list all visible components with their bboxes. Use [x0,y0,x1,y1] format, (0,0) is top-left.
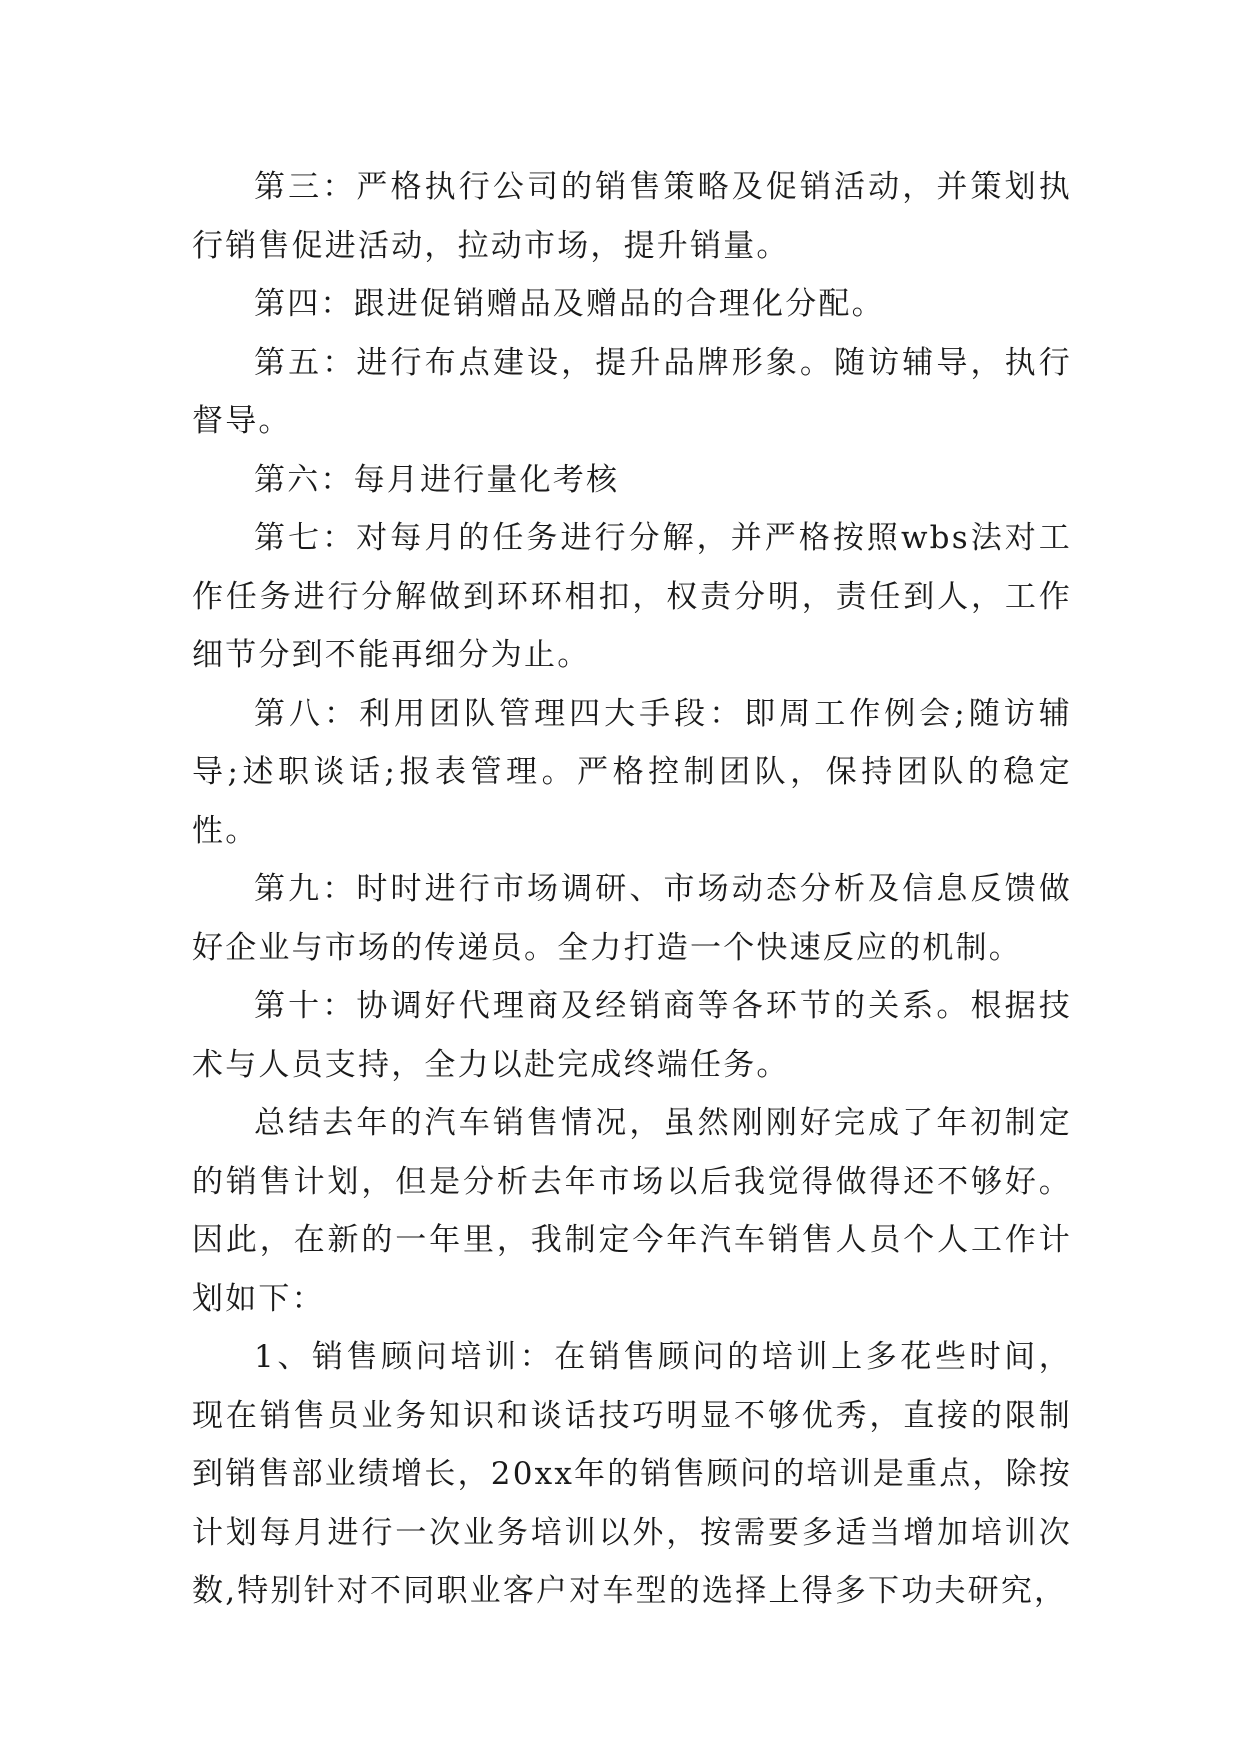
document-body [192,158,1072,1621]
paragraph-item-9: 第九：时时进行市场调研、市场动态分析及信息反馈做好企业与市场的传递员。全力打造一个快速反应的机制。 [192,871,1072,966]
paragraph-item-6: 第六：每月进行量化考核 [254,461,620,498]
paragraph-item-8: 第八：利用团队管理四大手段：即周工作例会;随访辅导;述职谈话;报表管理。严格控制团队，保持团队的稳定性。 [192,695,1072,849]
paragraph-item-7: 第七：对每月的任务进行分解，并严格按照wbs法对工作任务进行分解做到环环相扣，权责分明，责任到人，工作细节分到不能再细分为止。 [192,520,1072,673]
paragraph-item-4: 第四：跟进促销赠品及赠品的合理化分配。 [254,286,885,322]
paragraph-item-5: 第五：进行布点建设，提升品牌形象。随访辅导，执行督导。 [192,344,1072,439]
paragraph-item-3: 第三：严格执行公司的销售策略及促销活动，并策划执行销售促进活动，拉动市场，提升销量。 [192,169,1072,264]
paragraph-item-10: 第十：协调好代理商及经销商等各环节的关系。根据技术与人员支持，全力以赴完成终端任务。 [192,988,1072,1083]
paragraph-plan-1: 1、销售顾问培训：在销售顾问的培训上多花些时间，现在销售员业务知识和谈话技巧明显不够优秀，直接的限制到销售部业绩增长，20xx年的销售顾问的培训是重点，除按计划每月进行一次业务培训以外，按需要多适当增加培训次数,特别针对不同职业客户对车型的选择上得多下功夫研究， [192,1339,1073,1609]
paragraph-summary: 总结去年的汽车销售情况，虽然刚刚好完成了年初制定的销售计划，但是分析去年市场以后我觉得做得还不够好。因此，在新的一年里，我制定今年汽车销售人员个人工作计划如下： [192,1105,1072,1317]
